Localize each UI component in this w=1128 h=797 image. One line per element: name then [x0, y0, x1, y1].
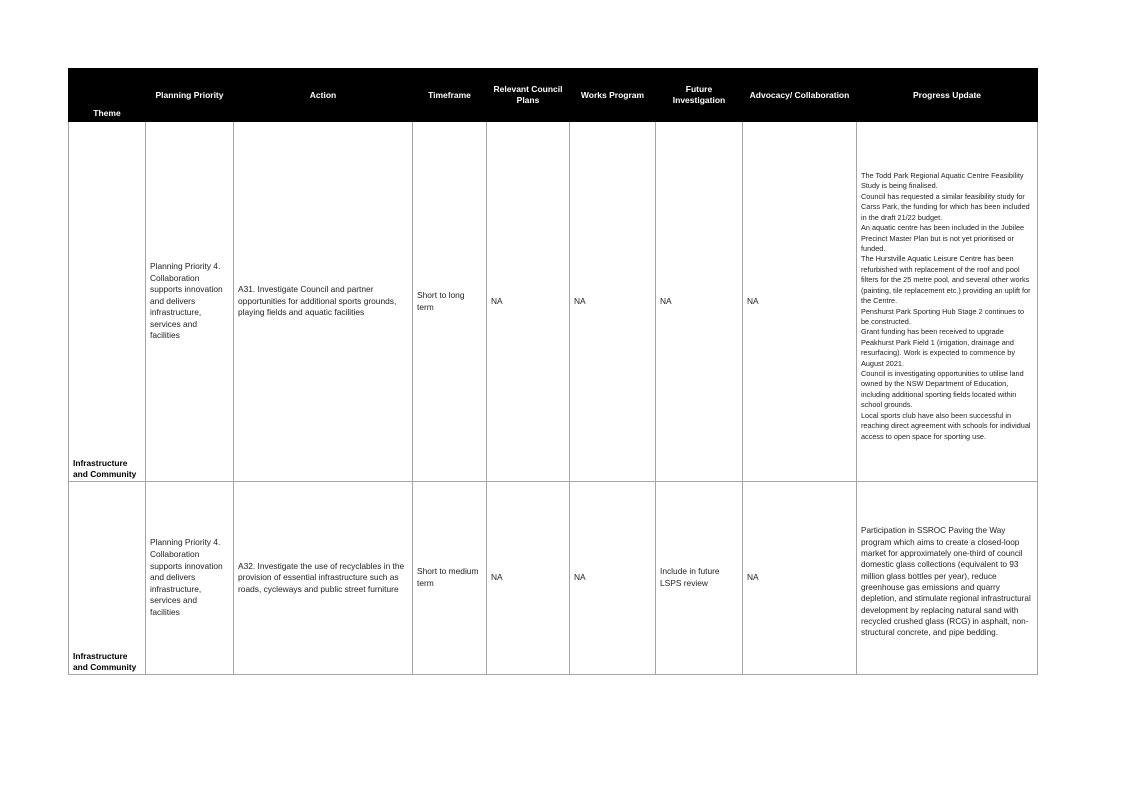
header-theme: Theme — [69, 69, 146, 122]
planning-priority-cell: Planning Priority 4. Collaboration supports innovation and delivers infrastructure, services and facilities — [146, 482, 234, 675]
theme-cell: Infrastructure and Community — [69, 122, 146, 482]
works-program-cell: NA — [570, 122, 656, 482]
advocacy-collaboration-cell: NA — [743, 122, 857, 482]
header-progress-update: Progress Update — [857, 69, 1038, 122]
works-program-cell: NA — [570, 482, 656, 675]
progress-update-cell — [857, 122, 1038, 482]
advocacy-collaboration-cell: NA — [743, 482, 857, 675]
action-plan-table — [68, 68, 1038, 675]
progress-update-line: The Hurstville Aquatic Leisure Centre has been refurbished with replacement of the roof and pool filters for the 25 metre pool, and several other works (painting, tile replacement etc.) providing an uplift for the Centre. — [861, 254, 1031, 306]
table-row — [69, 122, 1038, 482]
progress-update-line: Council has requested a similar feasibility study for Carss Park, the funding for which has been included in the draft 21/22 budget. — [861, 191, 1030, 222]
timeframe-cell: Short to long term — [413, 122, 487, 482]
action-cell: A31. Investigate Council and partner opportunities for additional sports grounds, playing fields and aquatic facilities — [234, 122, 413, 482]
header-action: Action — [234, 69, 413, 122]
planning-priority-cell: Planning Priority 4. Collaboration supports innovation and delivers infrastructure, services and facilities — [146, 122, 234, 482]
theme-cell: Infrastructure and Community — [69, 482, 146, 675]
progress-update-line: Grant funding has been received to upgrade Peakhurst Park Field 1 (irrigation, drainage and resurfacing). Work is expected to commence by August 2021. — [861, 327, 1015, 368]
relevant-council-plans-cell: NA — [487, 482, 570, 675]
future-investigation-cell: NA — [656, 122, 743, 482]
table-row — [69, 482, 1038, 675]
timeframe-cell: Short to medium term — [413, 482, 487, 675]
header-row — [69, 69, 1038, 122]
relevant-council-plans-cell: NA — [487, 122, 570, 482]
future-investigation-cell: Include in future LSPS review — [656, 482, 743, 675]
progress-update-line: Penshurst Park Sporting Hub Stage 2 continues to be constructed. — [861, 306, 1025, 326]
header-advocacy-collaboration: Advocacy/ Collaboration — [743, 69, 857, 122]
action-cell: A32. Investigate the use of recyclables in the provision of essential infrastructure such as roads, cycleways and public street furniture — [234, 482, 413, 675]
header-planning-priority: Planning Priority — [146, 69, 234, 122]
header-future-investigation: Future Investigation — [656, 69, 743, 122]
header-relevant-council-plans: Relevant Council Plans — [487, 69, 570, 122]
progress-update-line: Council is investigating opportunities to utilise land owned by the NSW Department of Education, including additional sporting fields located within school grounds. — [861, 369, 1024, 410]
progress-update-line: Participation in SSROC Paving the Way program which aims to create a closed-loop market for approximately one-third of council domestic glass collections (equivalent to 93 million glass bottles per year), reduce greenhouse gas emissions and quarry depletion, and stimulate regional infrastructural development by replacing natural sand with recycled crushed glass (RCG) in asphalt, non-structural concrete, and pipe bedding. — [861, 526, 1031, 638]
progress-update-line: An aquatic centre has been included in the Jubilee Precinct Master Plan but is not yet prioritised or funded. — [861, 223, 1025, 253]
header-timeframe: Timeframe — [413, 69, 487, 122]
progress-update-cell — [857, 482, 1038, 675]
progress-update-line: The Todd Park Regional Aquatic Centre Feasibility Study is being finalised. — [861, 171, 1024, 191]
header-works-program: Works Program — [570, 69, 656, 122]
progress-update-line: Local sports club have also been successful in reaching direct agreement with schools for individual access to open space for sporting use. — [861, 410, 1031, 441]
